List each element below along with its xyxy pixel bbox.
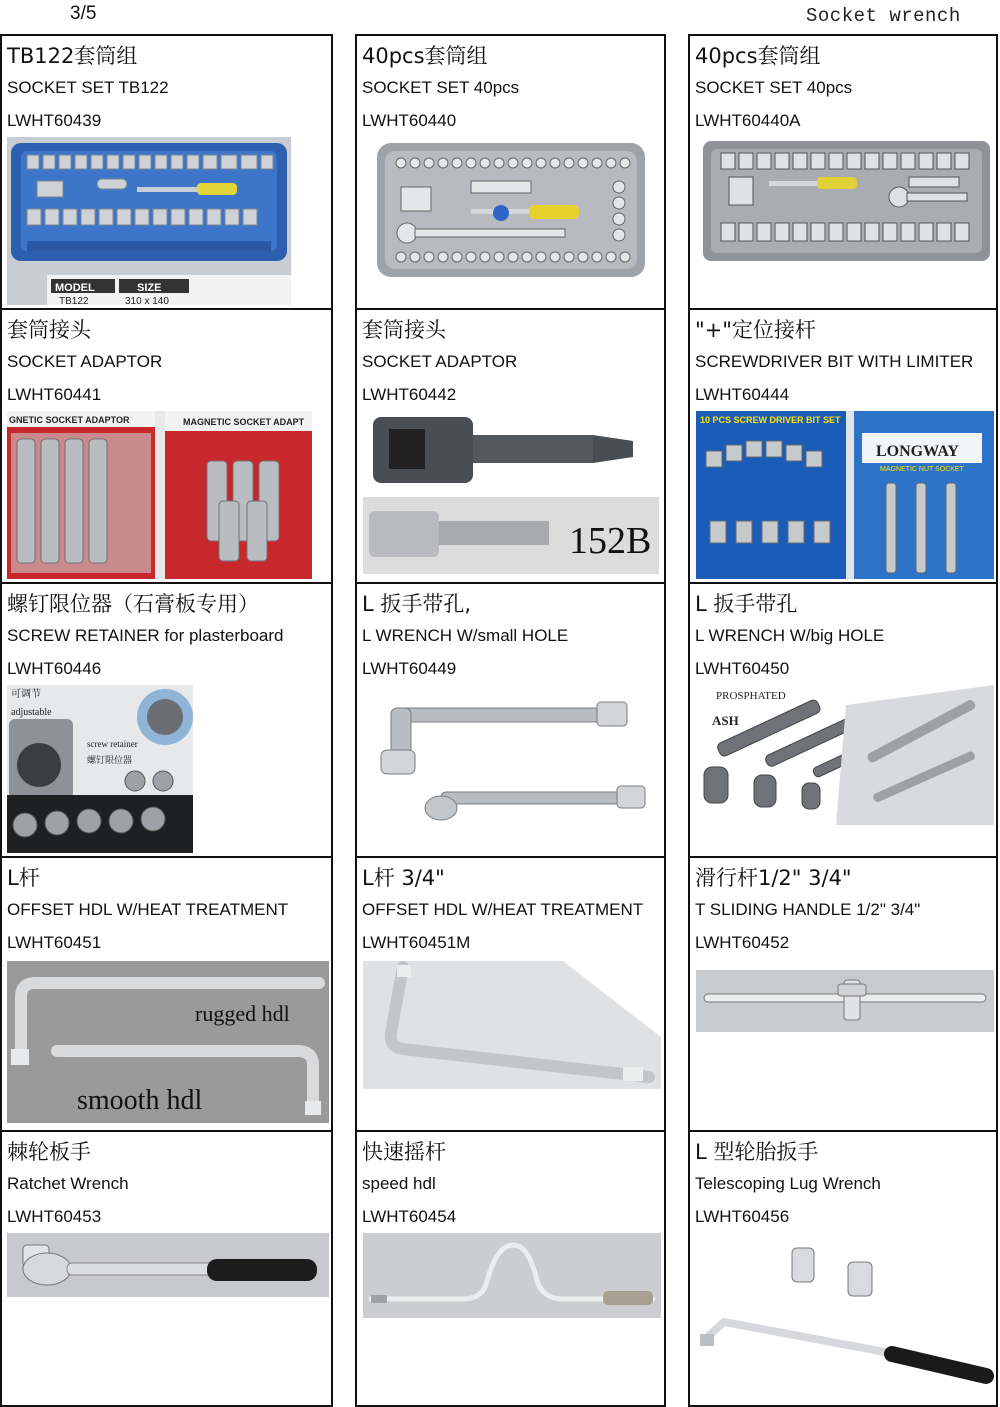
product-name-en: SOCKET SET TB122 bbox=[7, 78, 169, 97]
photo-label: LONGWAY bbox=[876, 443, 959, 460]
product-cell bbox=[355, 582, 666, 858]
product-cell bbox=[0, 1130, 333, 1407]
photo-label: 310 x 140 bbox=[125, 296, 169, 305]
product-code: LWHT60452 bbox=[695, 933, 790, 952]
product-cell bbox=[0, 34, 333, 310]
product-photo bbox=[363, 411, 659, 574]
photo-label: 152B bbox=[569, 520, 652, 562]
product-code: LWHT60450 bbox=[695, 659, 790, 678]
product-photo bbox=[696, 685, 994, 825]
product-name-cn: 套筒接头 bbox=[7, 318, 91, 342]
product-photo bbox=[7, 137, 291, 305]
photo-label: PROSPHATED bbox=[716, 690, 786, 702]
product-cell bbox=[688, 582, 998, 858]
product-name-en: Telescoping Lug Wrench bbox=[695, 1174, 881, 1193]
product-code: LWHT60451M bbox=[362, 933, 471, 952]
product-cell bbox=[355, 1130, 666, 1407]
product-name-cn: 滑行杆1/2" 3/4" bbox=[695, 866, 852, 890]
photo-label: GNETIC SOCKET ADAPTOR bbox=[9, 415, 130, 425]
product-name-cn: L 型轮胎扳手 bbox=[695, 1140, 819, 1164]
product-cell bbox=[0, 856, 333, 1132]
photo-label: MAGNETIC NUT SOCKET bbox=[880, 466, 964, 473]
product-name-cn: 40pcs套筒组 bbox=[362, 44, 488, 68]
page-title: Socket wrench bbox=[806, 5, 961, 27]
product-name-cn: 棘轮板手 bbox=[7, 1140, 91, 1164]
product-cell bbox=[355, 856, 666, 1132]
product-code: LWHT60441 bbox=[7, 385, 102, 404]
photo-label: smooth hdl bbox=[77, 1085, 203, 1116]
photo-label: MAGNETIC SOCKET ADAPT bbox=[183, 417, 305, 427]
product-name-en: OFFSET HDL W/HEAT TREATMENT bbox=[362, 900, 644, 919]
product-code: LWHT60453 bbox=[7, 1207, 102, 1226]
product-name-en: SCREWDRIVER BIT WITH LIMITER bbox=[695, 352, 974, 371]
product-name-en: SOCKET ADAPTOR bbox=[7, 352, 163, 371]
page-number: 3/5 bbox=[70, 3, 97, 24]
product-name-en: SOCKET SET 40pcs bbox=[695, 78, 853, 97]
photo-label: adjustable bbox=[11, 707, 52, 718]
product-code: LWHT60454 bbox=[362, 1207, 457, 1226]
product-name-cn: "+"定位接杆 bbox=[695, 318, 816, 342]
product-photo bbox=[371, 696, 653, 836]
product-name-cn: L 扳手带孔, bbox=[362, 592, 472, 616]
product-photo bbox=[363, 961, 661, 1089]
product-name-cn: 40pcs套筒组 bbox=[695, 44, 821, 68]
product-code: LWHT60456 bbox=[695, 1207, 790, 1226]
product-code: LWHT60446 bbox=[7, 659, 102, 678]
product-code: LWHT60449 bbox=[362, 659, 457, 678]
product-code: LWHT60440 bbox=[362, 111, 457, 130]
product-cell bbox=[0, 582, 333, 858]
product-name-en: SCREW RETAINER for plasterboard bbox=[7, 626, 284, 645]
product-photo bbox=[699, 137, 994, 267]
product-photo bbox=[696, 970, 994, 1032]
photo-label: SIZE bbox=[137, 282, 162, 294]
product-grid bbox=[0, 34, 1000, 1407]
product-name-en: speed hdl bbox=[362, 1174, 436, 1193]
product-name-cn: L杆 3/4" bbox=[362, 866, 445, 890]
product-code: LWHT60444 bbox=[695, 385, 790, 404]
photo-label: ASH bbox=[712, 713, 739, 728]
product-cell bbox=[688, 1130, 998, 1407]
product-name-cn: L 扳手带孔 bbox=[695, 592, 798, 616]
product-photo bbox=[7, 685, 193, 853]
product-cell bbox=[688, 856, 998, 1132]
product-photo bbox=[7, 961, 329, 1123]
product-photo bbox=[7, 1233, 329, 1297]
product-cell bbox=[355, 34, 666, 310]
product-photo bbox=[371, 137, 651, 283]
product-code: LWHT60451 bbox=[7, 933, 102, 952]
product-name-en: SOCKET ADAPTOR bbox=[362, 352, 518, 371]
product-photo bbox=[696, 411, 994, 579]
product-cell bbox=[688, 34, 998, 310]
product-code: LWHT60440A bbox=[695, 111, 801, 130]
photo-label: TB122 bbox=[59, 296, 89, 305]
product-name-cn: 螺钉限位器（石膏板专用） bbox=[7, 592, 259, 616]
product-name-cn: 套筒接头 bbox=[362, 318, 446, 342]
product-name-cn: TB122套筒组 bbox=[7, 44, 138, 68]
photo-label: 10 PCS SCREW DRIVER BIT SET bbox=[700, 415, 841, 425]
product-cell bbox=[0, 308, 333, 584]
product-cell bbox=[355, 308, 666, 584]
photo-label: screw retainer bbox=[87, 739, 138, 749]
product-name-en: OFFSET HDL W/HEAT TREATMENT bbox=[7, 900, 289, 919]
product-code: LWHT60442 bbox=[362, 385, 457, 404]
product-photo bbox=[696, 1244, 994, 1404]
product-name-cn: 快速摇杆 bbox=[362, 1140, 446, 1164]
product-name-en: T SLIDING HANDLE 1/2" 3/4" bbox=[695, 900, 921, 919]
product-cell bbox=[688, 308, 998, 584]
photo-label: 可调节 bbox=[11, 689, 41, 700]
product-photo bbox=[7, 411, 312, 579]
product-photo bbox=[363, 1233, 661, 1318]
photo-label: MODEL bbox=[55, 282, 95, 294]
product-name-cn: L杆 bbox=[7, 866, 40, 890]
product-name-en: SOCKET SET 40pcs bbox=[362, 78, 520, 97]
product-name-en: L WRENCH W/big HOLE bbox=[695, 626, 885, 645]
product-code: LWHT60439 bbox=[7, 111, 102, 130]
product-name-en: L WRENCH W/small HOLE bbox=[362, 626, 569, 645]
photo-label: rugged hdl bbox=[195, 1001, 290, 1026]
photo-label: 螺钉限位器 bbox=[87, 756, 133, 766]
product-name-en: Ratchet Wrench bbox=[7, 1174, 129, 1193]
